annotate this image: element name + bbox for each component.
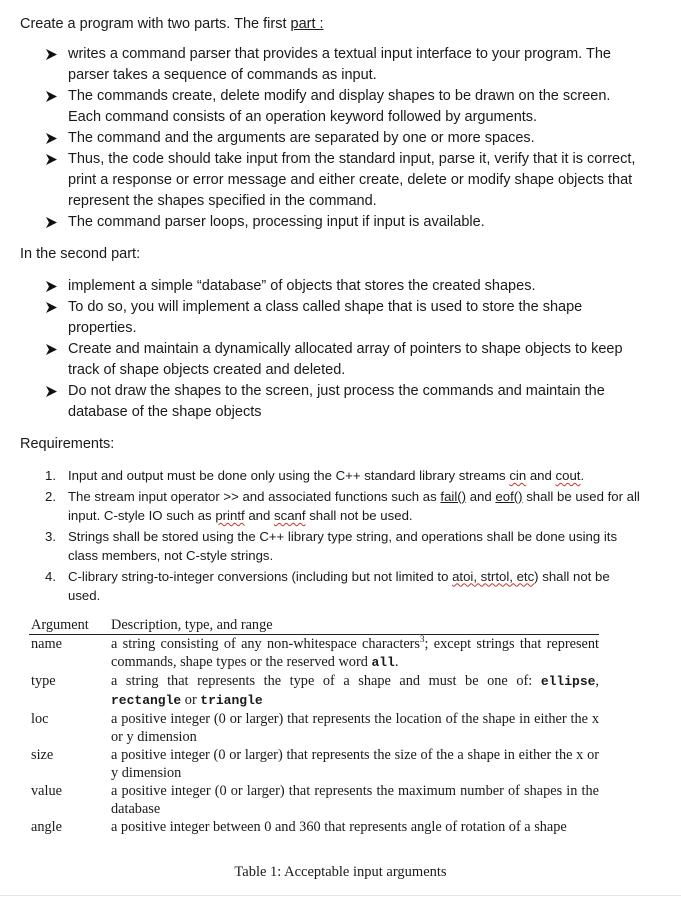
list-item: 1. Input and output must be done only using the C++ standard library streams cin and cout. <box>45 468 585 483</box>
part-link: part <box>290 16 320 32</box>
arrow-bullet-icon <box>46 133 57 144</box>
list-item: 4. C-library string-to-integer conversions (including but not limited to atoi, strtol, etc) shall not be used. <box>45 568 610 603</box>
list-item: Create and maintain a dynamically allocated array of pointers to shape objects to keep track of shape objects created and deleted. <box>0 339 681 381</box>
table-header-row <box>29 616 599 635</box>
list-item: Do not draw the shapes to the screen, just process the commands and maintain the database of the shape objects <box>0 381 681 423</box>
argument-description: a positive integer (0 or larger) that represents the maximum number of shapes in the database <box>111 783 599 817</box>
requirements-list <box>0 466 681 607</box>
argument-name: value <box>31 783 62 799</box>
argument-description: a string that represents the type of a shape and must be one of: ellipse, rectangle or triangle <box>111 673 599 708</box>
table-row <box>29 710 599 746</box>
part1-intro: Create a program with two parts. The first part : <box>20 16 324 32</box>
argument-description: a positive integer (0 or larger) that represents the size of the a shape in either the x or y dimension <box>111 747 599 781</box>
table-row <box>29 818 599 836</box>
table-row <box>29 672 599 710</box>
arrow-bullet-icon <box>46 344 57 355</box>
part1-bullet-list <box>0 44 681 233</box>
argument-description: a string consisting of any non-whitespace characters$^3$; except strings that represent commands, shape types or the reserved word all. <box>111 634 599 670</box>
table-caption: Table 1: Acceptable input arguments <box>234 864 447 880</box>
arrow-bullet-icon <box>46 154 57 165</box>
argument-name: type <box>31 673 56 689</box>
arrow-bullet-icon <box>46 91 57 102</box>
list-item: 2. The stream input operator >> and associated functions such as fail() and eof() shall be used for all input. C-style IO such as printf and scanf shall not be used. <box>45 488 640 523</box>
table-row <box>29 746 599 782</box>
argument-name: loc <box>31 711 49 727</box>
argument-name: angle <box>31 819 62 835</box>
list-item: The command and the arguments are separated by one or more spaces. <box>0 128 681 149</box>
argument-name: name <box>31 636 62 652</box>
arguments-table <box>29 616 599 836</box>
arrow-bullet-icon <box>46 49 57 60</box>
list-item: writes a command parser that provides a textual input interface to your program. The parser takes a sequence of commands as input. <box>0 44 681 86</box>
arrow-bullet-icon <box>46 217 57 228</box>
argument-description: a positive integer between 0 and 360 that represents angle of rotation of a shape <box>111 819 567 835</box>
arrow-bullet-icon <box>46 386 57 397</box>
column-header: Argument <box>29 616 109 635</box>
list-item: To do so, you will implement a class called shape that is used to store the shape properties. <box>0 297 681 339</box>
argument-name: size <box>31 747 54 763</box>
arrow-bullet-icon <box>46 281 57 292</box>
list-item: Thus, the code should take input from the standard input, parse it, verify that it is correct, print a response or error message and either create, delete or modify shape objects that represent the shapes specified in the command. <box>0 149 681 212</box>
requirements-heading: Requirements: <box>20 436 115 452</box>
list-item: The command parser loops, processing input if input is available. <box>0 212 681 233</box>
column-header: Description, type, and range <box>109 616 599 635</box>
page-divider <box>0 895 681 896</box>
part2-bullet-list <box>0 276 681 423</box>
list-item: implement a simple “database” of objects that stores the created shapes. <box>0 276 681 297</box>
argument-description: a positive integer (0 or larger) that represents the location of the shape in either the x or y dimension <box>111 711 599 745</box>
table-row <box>29 635 599 673</box>
list-item: 3. Strings shall be stored using the C++ library type string, and operations shall be done using its class members, not C-style strings. <box>45 528 618 563</box>
arrow-bullet-icon <box>46 302 57 313</box>
list-item: The commands create, delete modify and display shapes to be drawn on the screen. Each command consists of an operation keyword followed by arguments. <box>0 86 681 128</box>
table-row <box>29 782 599 818</box>
part2-intro: In the second part: <box>20 246 141 262</box>
